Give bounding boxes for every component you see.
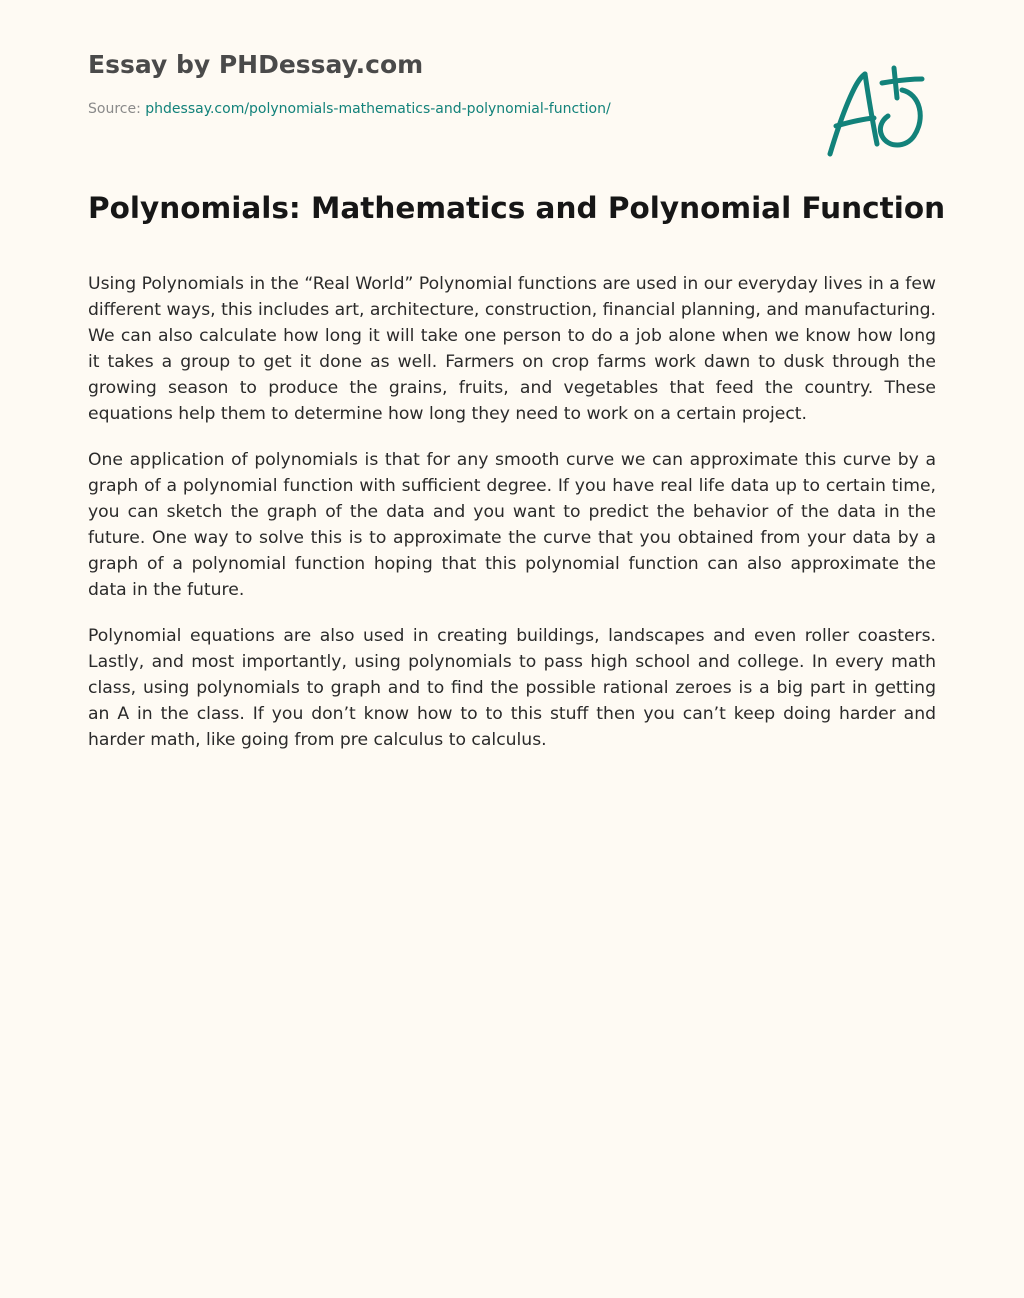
source-link[interactable]: phdessay.com/polynomials-mathematics-and-polynomial-function/ [145,101,611,117]
source-line [88,101,611,117]
paragraph-1: Using Polynomials in the “Real World” Polynomial functions are used in our everyday lives in a few different ways, this includes art, architecture, construction, financial planning, and manufacturing. We can also calculate how long it will take one person to do a job alone when we know how long it takes a group to get it done as well. Farmers on crop farms work dawn to dusk through the growing season to produce the grains, fruits, and vegetables that feed the country. These equations help them to determine how long they need to work on a certain project. [88,274,936,424]
source-label: Source: [88,101,146,117]
a-plus-grade-icon [822,64,928,160]
essay-body [88,271,936,773]
site-brand: Essay by PHDessay.com [88,50,424,79]
essay-title: Polynomials: Mathematics and Polynomial Function [88,191,946,225]
paragraph-3: Polynomial equations are also used in creating buildings, landscapes and even roller coasters. Lastly, and most importantly, using polynomials to pass high school and college. In every math class, using polynomials to graph and to find the possible rational zeroes is a big part in getting an A in the class. If you don’t know how to to this stuff then you can’t keep doing harder and harder math, like going from pre calculus to calculus. [88,626,936,750]
paragraph-2: One application of polynomials is that for any smooth curve we can approximate this curve by a graph of a polynomial function with sufficient degree. If you have real life data up to certain time, you can sketch the graph of the data and you want to predict the behavior of the data in the future. One way to solve this is to approximate the curve that you obtained from your data by a graph of a polynomial function hoping that this polynomial function can also approximate the data in the future. [88,450,936,600]
